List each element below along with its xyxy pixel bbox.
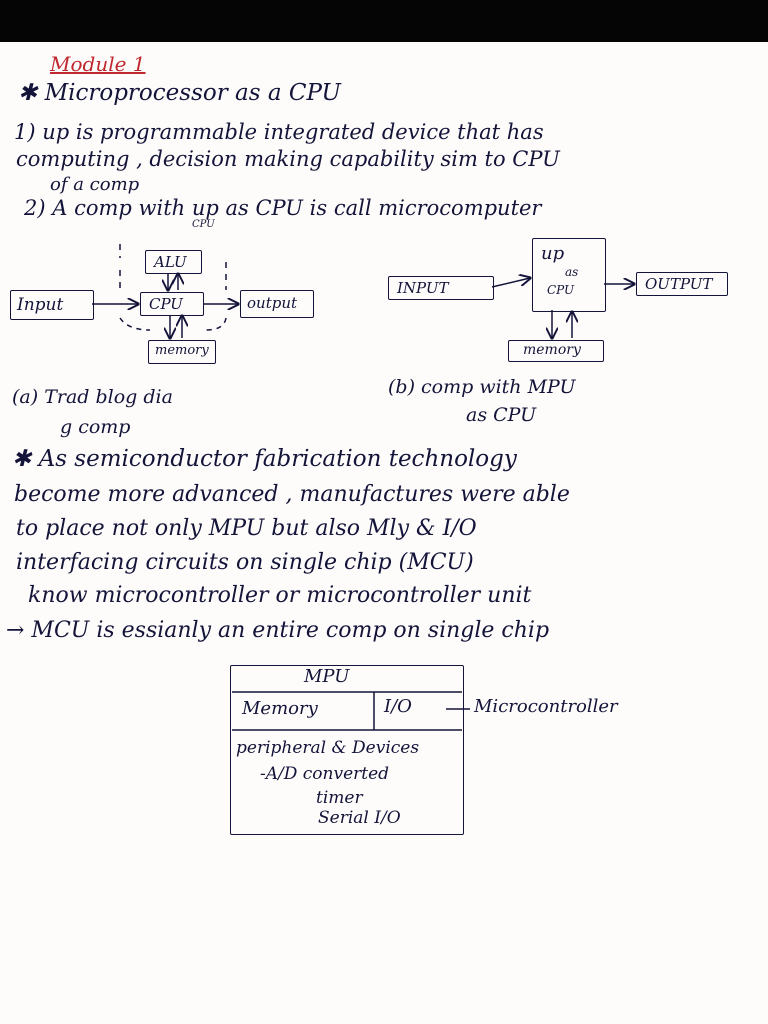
paragraph-line-2: become more advanced , manufactures were able [14, 482, 570, 507]
caption-b-line-1: (b) comp with MPU [388, 376, 576, 398]
output-box: output [240, 290, 314, 318]
paragraph-line-1: ✱ As semiconductor fabrication technology [12, 446, 517, 472]
alu-box: ALU [145, 250, 202, 274]
mcu-adc-line: -A/D converted [260, 764, 390, 784]
note-subscript: CPU [192, 219, 215, 230]
memory-box: memory [148, 340, 216, 364]
mcu-serial-line: Serial I/O [318, 808, 401, 828]
caption-a-line-1: (a) Trad blog dia [12, 386, 173, 408]
topic-title: ✱ Microprocessor as a CPU [18, 80, 341, 106]
cpu-box: CPU [140, 292, 204, 316]
mcu-memory: Memory [242, 698, 318, 719]
output-box-b: OUTPUT [636, 272, 728, 296]
microcontroller-label: Microcontroller [474, 696, 618, 717]
mpu-box: up as CPU [532, 238, 606, 312]
module-heading: Module 1 [50, 52, 146, 76]
note-line-2: computing , decision making capability sim to CPU [16, 147, 560, 171]
caption-a-line-2: g comp [60, 416, 131, 438]
note-line-4: 2) A comp with up as CPU is call microcomputer [24, 196, 542, 220]
mcu-timer-line: timer [316, 788, 363, 808]
mcu-title: MPU [304, 666, 350, 687]
note-line-3: of a comp [50, 174, 140, 195]
paragraph-line-3: to place not only MPU but also Mly & I/O [16, 516, 477, 541]
note-line-1: 1) up is programmable integrated device that has [14, 120, 544, 144]
memory-box-b: memory [508, 340, 604, 362]
paragraph-line-5: know microcontroller or microcontroller unit [28, 583, 532, 608]
caption-b-line-2: as CPU [466, 404, 537, 426]
paragraph-line-6: → MCU is essianly an entire comp on single chip [6, 618, 550, 643]
paragraph-line-4: interfacing circuits on single chip (MCU) [16, 550, 474, 575]
input-box-b: INPUT [388, 276, 494, 300]
mcu-io: I/O [384, 696, 412, 717]
mcu-peripheral-line: peripheral & Devices [236, 738, 420, 758]
input-box: Input [10, 290, 94, 320]
